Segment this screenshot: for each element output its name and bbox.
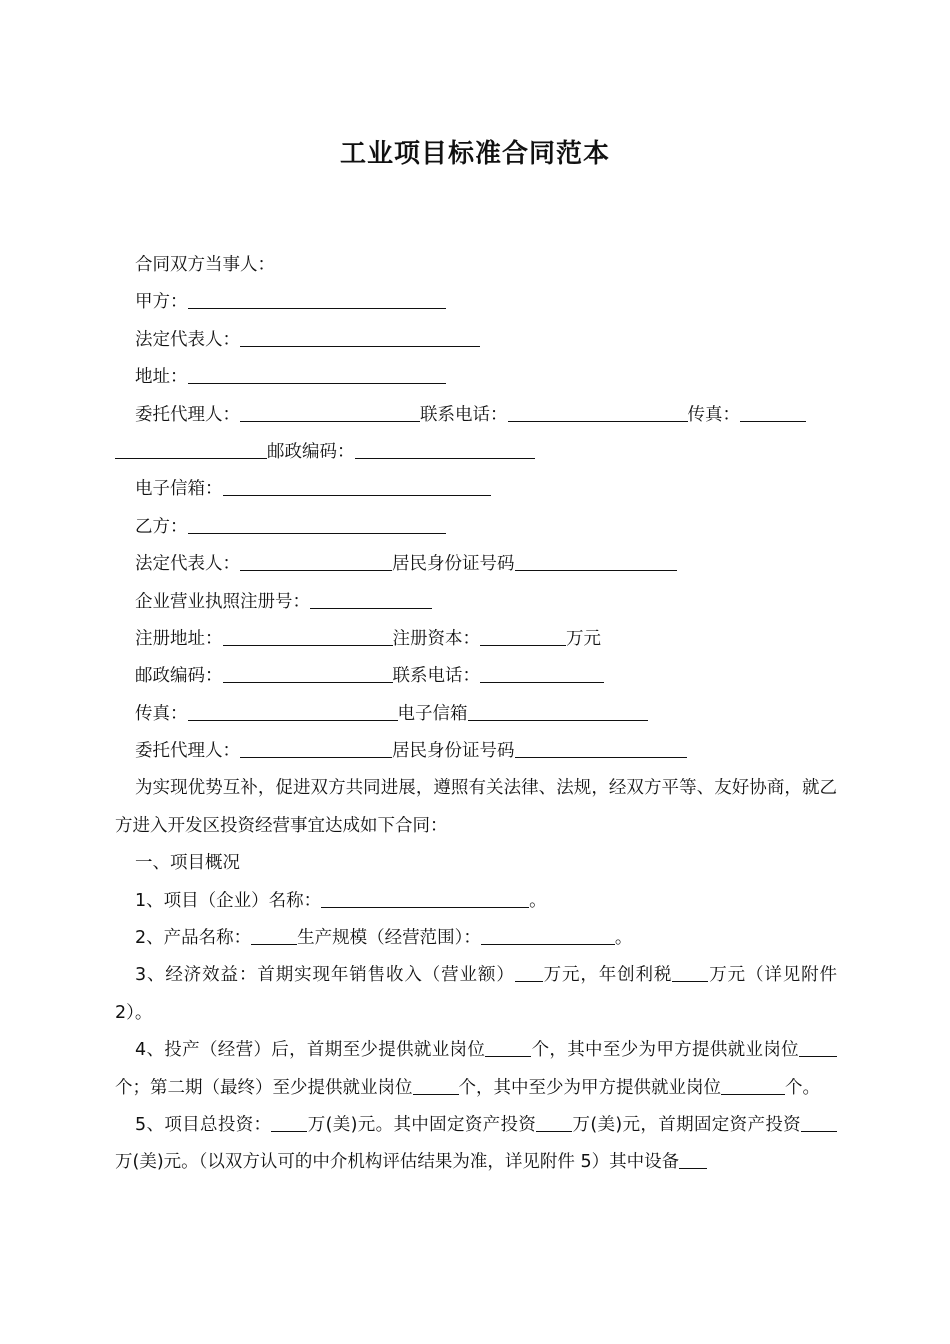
project-name-blank[interactable]: [321, 889, 529, 908]
contract-body: [115, 247, 837, 1182]
party-b-fax-blank[interactable]: [188, 702, 398, 721]
jobs-phase1-blank[interactable]: [485, 1038, 531, 1057]
section-heading: 一、项目概况: [135, 853, 240, 874]
jobs-phase1-party-a-blank[interactable]: [799, 1038, 837, 1057]
item-3: 3、经济效益：首期实现年销售收入（营业额） 万元，年创利税 万元（详见附件 2）。: [115, 965, 838, 1023]
preamble-paragraph: 为实现优势互补，促进双方共同进展，遵照有关法律、法规，经双方平等、友好协商，就乙方进入开发区投资经营事宜达成如下合同：: [115, 778, 837, 836]
party-a-agent-blank[interactable]: [240, 403, 420, 422]
party-a-postcode-line: 邮政编码：: [115, 434, 837, 471]
party-b-reg-address-blank[interactable]: [223, 627, 393, 646]
parties-heading: 合同双方当事人：: [135, 255, 275, 275]
party-a-line: 甲方：: [115, 284, 837, 321]
party-b-legal-rep-line: 法定代表人： 居民身份证号码: [115, 546, 837, 583]
revenue-blank[interactable]: [515, 963, 543, 982]
party-a-email-line: 电子信箱：: [115, 471, 837, 508]
fixed-assets-blank[interactable]: [536, 1113, 572, 1132]
party-b-agent-blank[interactable]: [240, 739, 392, 758]
party-b-agent-line: 委托代理人： 居民身份证号码: [115, 733, 837, 770]
party-b-legal-rep-blank[interactable]: [240, 552, 392, 571]
item-5: 5、项目总投资： 万(美)元。其中固定资产投资 万(美)元，首期固定资产投资万(美)元。（以双方认可的中介机构评估结果为准，详见附件 5）其中设备: [115, 1107, 837, 1182]
party-a-blank[interactable]: [188, 290, 446, 309]
party-a-agent-line: 委托代理人： 联系电话： 传真：: [115, 397, 837, 434]
jobs-phase2-party-a-blank[interactable]: [721, 1076, 785, 1095]
party-b-fax-line: 传真： 电子信箱: [115, 696, 837, 733]
page-title: 工业项目标准合同范本: [339, 139, 610, 169]
party-a-legal-rep-line: 法定代表人：: [115, 322, 837, 359]
party-b-blank[interactable]: [188, 515, 446, 534]
party-b-agent-id-blank[interactable]: [515, 739, 687, 758]
party-a-email-blank[interactable]: [223, 477, 491, 496]
profit-blank[interactable]: [672, 963, 708, 982]
party-b-reg-line: 注册地址： 注册资本： 万元: [135, 628, 601, 649]
party-b-email-blank[interactable]: [468, 702, 648, 721]
item-1: 1、项目（企业）名称： 。: [135, 890, 547, 911]
party-b-postcode-blank[interactable]: [223, 664, 393, 683]
party-a-phone-blank[interactable]: [508, 403, 688, 422]
party-b-license-blank[interactable]: [310, 590, 432, 609]
item-2: 2、产品名称： 生产规模（经营范围）： 。: [135, 928, 633, 949]
item-4: 4、投产（经营）后，首期至少提供就业岗位 个，其中至少为甲方提供就业岗位个；第二期（最终）至少提供就业岗位 个，其中至少为甲方提供就业岗位 个。: [115, 1032, 837, 1107]
party-a-legal-rep-blank[interactable]: [240, 328, 480, 347]
party-b-phone-blank[interactable]: [480, 664, 604, 683]
party-a-fax-blank[interactable]: [740, 403, 806, 422]
party-b-id-blank[interactable]: [515, 552, 677, 571]
phase1-fixed-assets-blank[interactable]: [801, 1113, 837, 1132]
party-b-postcode-line: 邮政编码： 联系电话：: [115, 658, 837, 695]
party-b-capital-blank[interactable]: [480, 627, 566, 646]
party-a-postcode-blank[interactable]: [355, 440, 535, 459]
party-a-address-blank[interactable]: [188, 365, 446, 384]
party-a-address-line: 地址：: [115, 359, 837, 396]
party-a-fax-blank-cont[interactable]: [115, 440, 267, 459]
party-b-license-line: 企业营业执照注册号：: [115, 584, 837, 621]
party-b-line: 乙方：: [115, 509, 837, 546]
product-name-blank[interactable]: [251, 926, 297, 945]
jobs-phase2-blank[interactable]: [413, 1076, 459, 1095]
scale-blank[interactable]: [481, 926, 615, 945]
total-investment-blank[interactable]: [271, 1113, 307, 1132]
equipment-blank[interactable]: [679, 1150, 707, 1169]
